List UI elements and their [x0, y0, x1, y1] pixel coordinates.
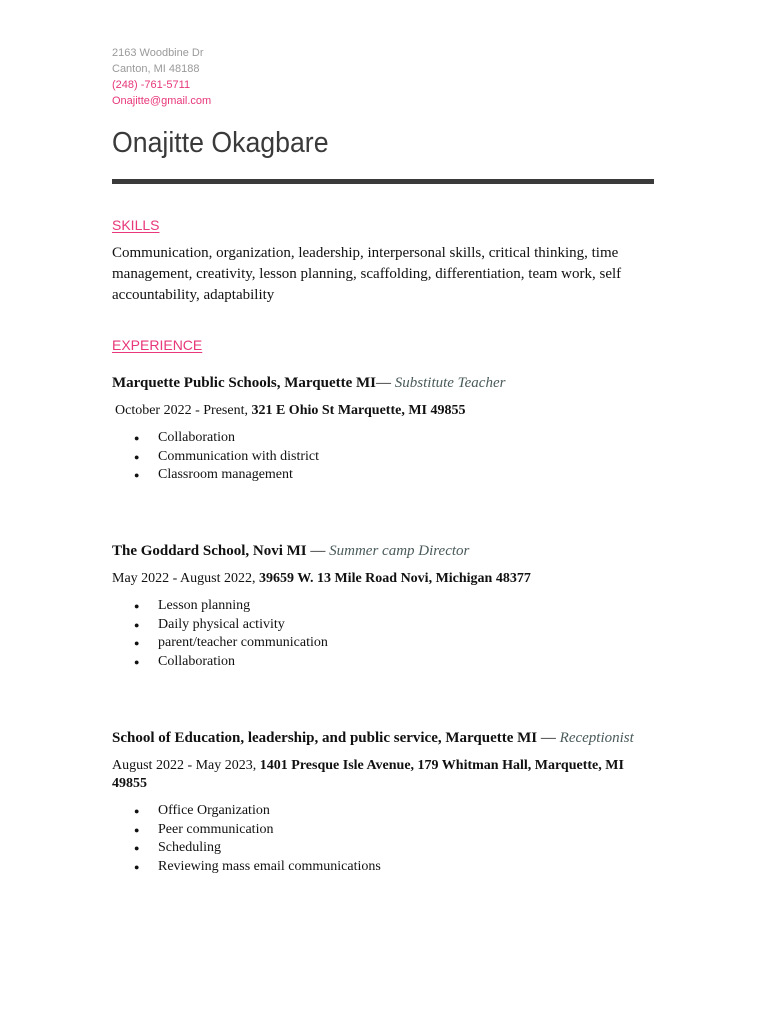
job-dates-line [112, 570, 656, 588]
list-item: ● Lesson planning [112, 597, 656, 616]
job-dates-line [112, 402, 656, 420]
job-dash: — [537, 730, 560, 746]
job-dates: August 2022 - May 2023, [112, 758, 260, 773]
job-address: 1401 Presque Isle Avenue, 179 Whitman Hall, Marquette, MI 49855 [112, 758, 624, 791]
list-item: ● Collaboration [112, 653, 656, 672]
job-dash: — [306, 543, 330, 559]
list-item: ● Collaboration [112, 429, 656, 448]
job-title-line [112, 730, 656, 747]
skills-text: Communication, organization, leadership, interpersonal skills, critical thinking, time management, creativity, lesson planning, scaffolding, differentiation, team work, self accountability, adaptability [112, 245, 622, 303]
job-employer: School of Education, leadership, and public service, Marquette MI [112, 730, 538, 746]
job-employer: The Goddard School, Novi MI [112, 543, 307, 559]
list-item: ● Office Organization [112, 802, 656, 821]
contact-street: 2163 Woodbine Dr [112, 47, 204, 59]
contact-city: Canton, MI 48188 [112, 63, 200, 75]
list-item: ● Peer communication [112, 821, 656, 840]
contact-email: Onajitte@gmail.com [112, 95, 212, 107]
job-title-line [112, 543, 656, 560]
job-employer: Marquette Public Schools, Marquette MI [112, 375, 377, 391]
job-dates-line [112, 757, 632, 793]
list-item: ● parent/teacher communication [112, 634, 656, 653]
job-duties-list [112, 429, 656, 485]
job-role: Receptionist [559, 730, 634, 746]
job-duties-list [112, 802, 656, 877]
contact-block [112, 45, 211, 109]
list-item: ● Scheduling [112, 839, 656, 858]
job-duties-list [112, 597, 656, 672]
job-dates: October 2022 - Present, [115, 403, 252, 418]
job-entry [112, 375, 656, 485]
job-role: Substitute Teacher [394, 375, 506, 391]
list-item: ● Daily physical activity [112, 616, 656, 635]
job-title-line [112, 375, 656, 392]
job-dash: — [376, 375, 392, 391]
contact-phone: (248) -761-5711 [112, 79, 191, 91]
header-divider [112, 179, 654, 184]
job-address: 39659 W. 13 Mile Road Novi, Michigan 48377 [259, 571, 531, 586]
job-address: 321 E Ohio St Marquette, MI 49855 [251, 403, 466, 418]
skills-heading: SKILLS [112, 217, 160, 233]
experience-heading: EXPERIENCE [112, 337, 203, 353]
job-role: Summer camp Director [329, 543, 470, 559]
list-item: ● Reviewing mass email communications [112, 858, 656, 877]
applicant-name: Onajitte Okagbare [112, 127, 329, 159]
job-entry [112, 543, 656, 672]
list-item: ● Classroom management [112, 466, 656, 485]
list-item: ● Communication with district [112, 448, 656, 467]
job-dates: May 2022 - August 2022, [112, 571, 259, 586]
job-entry [112, 730, 656, 877]
